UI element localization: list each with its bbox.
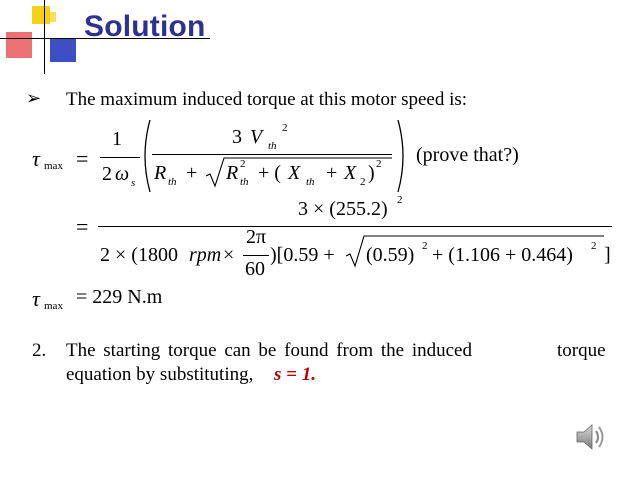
item-text-line1-end: torque: [557, 340, 606, 361]
eq3-rhs: = 229 N.m: [76, 286, 163, 308]
frac2-num-V: V: [250, 126, 263, 148]
eq2-den-left: 2 × (1800: [100, 244, 178, 266]
tau-subscript: max: [44, 160, 63, 172]
den-R2-sub: th: [240, 176, 249, 188]
den-plus-3: +: [326, 162, 338, 184]
den-X: X: [288, 162, 301, 184]
deco-square-yellow-small: [46, 12, 56, 22]
eq2-numerator-sup: 2: [397, 194, 403, 206]
den-X2: X: [344, 162, 357, 184]
frac1-bar: [100, 157, 140, 158]
deco-square-blue: [50, 38, 76, 62]
den-X2-sub: 2: [360, 176, 366, 188]
den-R2: R: [226, 162, 239, 184]
deco-line-vertical: [44, 0, 45, 74]
item-number: 2.: [32, 340, 47, 361]
eq2-frac-bar: [98, 226, 612, 227]
speaker-icon[interactable]: [574, 420, 608, 454]
item-text-line2: equation by substituting,: [66, 364, 254, 385]
den-plus-2: + (: [258, 162, 281, 184]
equals-sign: =: [76, 146, 89, 171]
eq2-small-frac-bar: [243, 255, 269, 256]
tau-symbol: τ: [32, 146, 40, 171]
eq2-den-rpm: rpm: [189, 244, 222, 266]
deco-square-red: [6, 32, 32, 58]
slide-title: Solution: [84, 10, 206, 43]
eq2-small-frac-den: 60: [245, 258, 265, 280]
prove-note: (prove that?): [416, 144, 519, 166]
eq2-den-times: ×: [223, 244, 235, 266]
den-close-sup: 2: [376, 158, 382, 170]
bullet-text: The maximum induced torque at this motor speed is:: [66, 89, 468, 110]
eq3-tau: τ: [32, 286, 40, 311]
eq2-term1: (0.59): [366, 244, 415, 266]
frac2-num-three: 3: [232, 126, 242, 148]
big-right-paren: [396, 118, 410, 194]
frac2-bar: [152, 154, 392, 155]
frac1-numerator: 1: [112, 128, 122, 150]
bullet-icon: ➢: [26, 88, 42, 108]
frac1-denominator-sub: s: [131, 177, 136, 189]
item-text-line1: The starting torque can be found from the induced: [66, 340, 472, 361]
frac2-num-V-sup: 2: [282, 122, 288, 134]
item-highlight: s = 1.: [274, 364, 316, 385]
den-plus-1: +: [186, 162, 198, 184]
frac1-denominator-omega: ω: [115, 163, 130, 185]
eq2-small-frac-num: 2π: [246, 226, 267, 248]
den-close-paren: ): [368, 162, 375, 184]
den-X-sub: th: [306, 176, 315, 188]
eq2-den-mid: )[0.59 +: [270, 244, 335, 266]
eq2-den-close: ]: [604, 244, 611, 266]
eq2-term1-sup: 2: [422, 240, 428, 252]
eq2-term2: + (1.106 + 0.464): [432, 244, 573, 266]
frac1-denominator-two: 2: [102, 163, 112, 185]
eq2-term2-sup: 2: [591, 240, 597, 252]
den-R: R: [154, 162, 167, 184]
frac2-num-V-sub: th: [268, 140, 277, 152]
den-R2-sup: 2: [240, 158, 246, 170]
eq3-tau-sub: max: [44, 300, 63, 312]
eq2-equals: =: [76, 214, 89, 239]
eq2-numerator: 3 × (255.2): [298, 198, 388, 220]
den-R-sub: th: [168, 176, 177, 188]
big-left-paren: [138, 118, 152, 194]
